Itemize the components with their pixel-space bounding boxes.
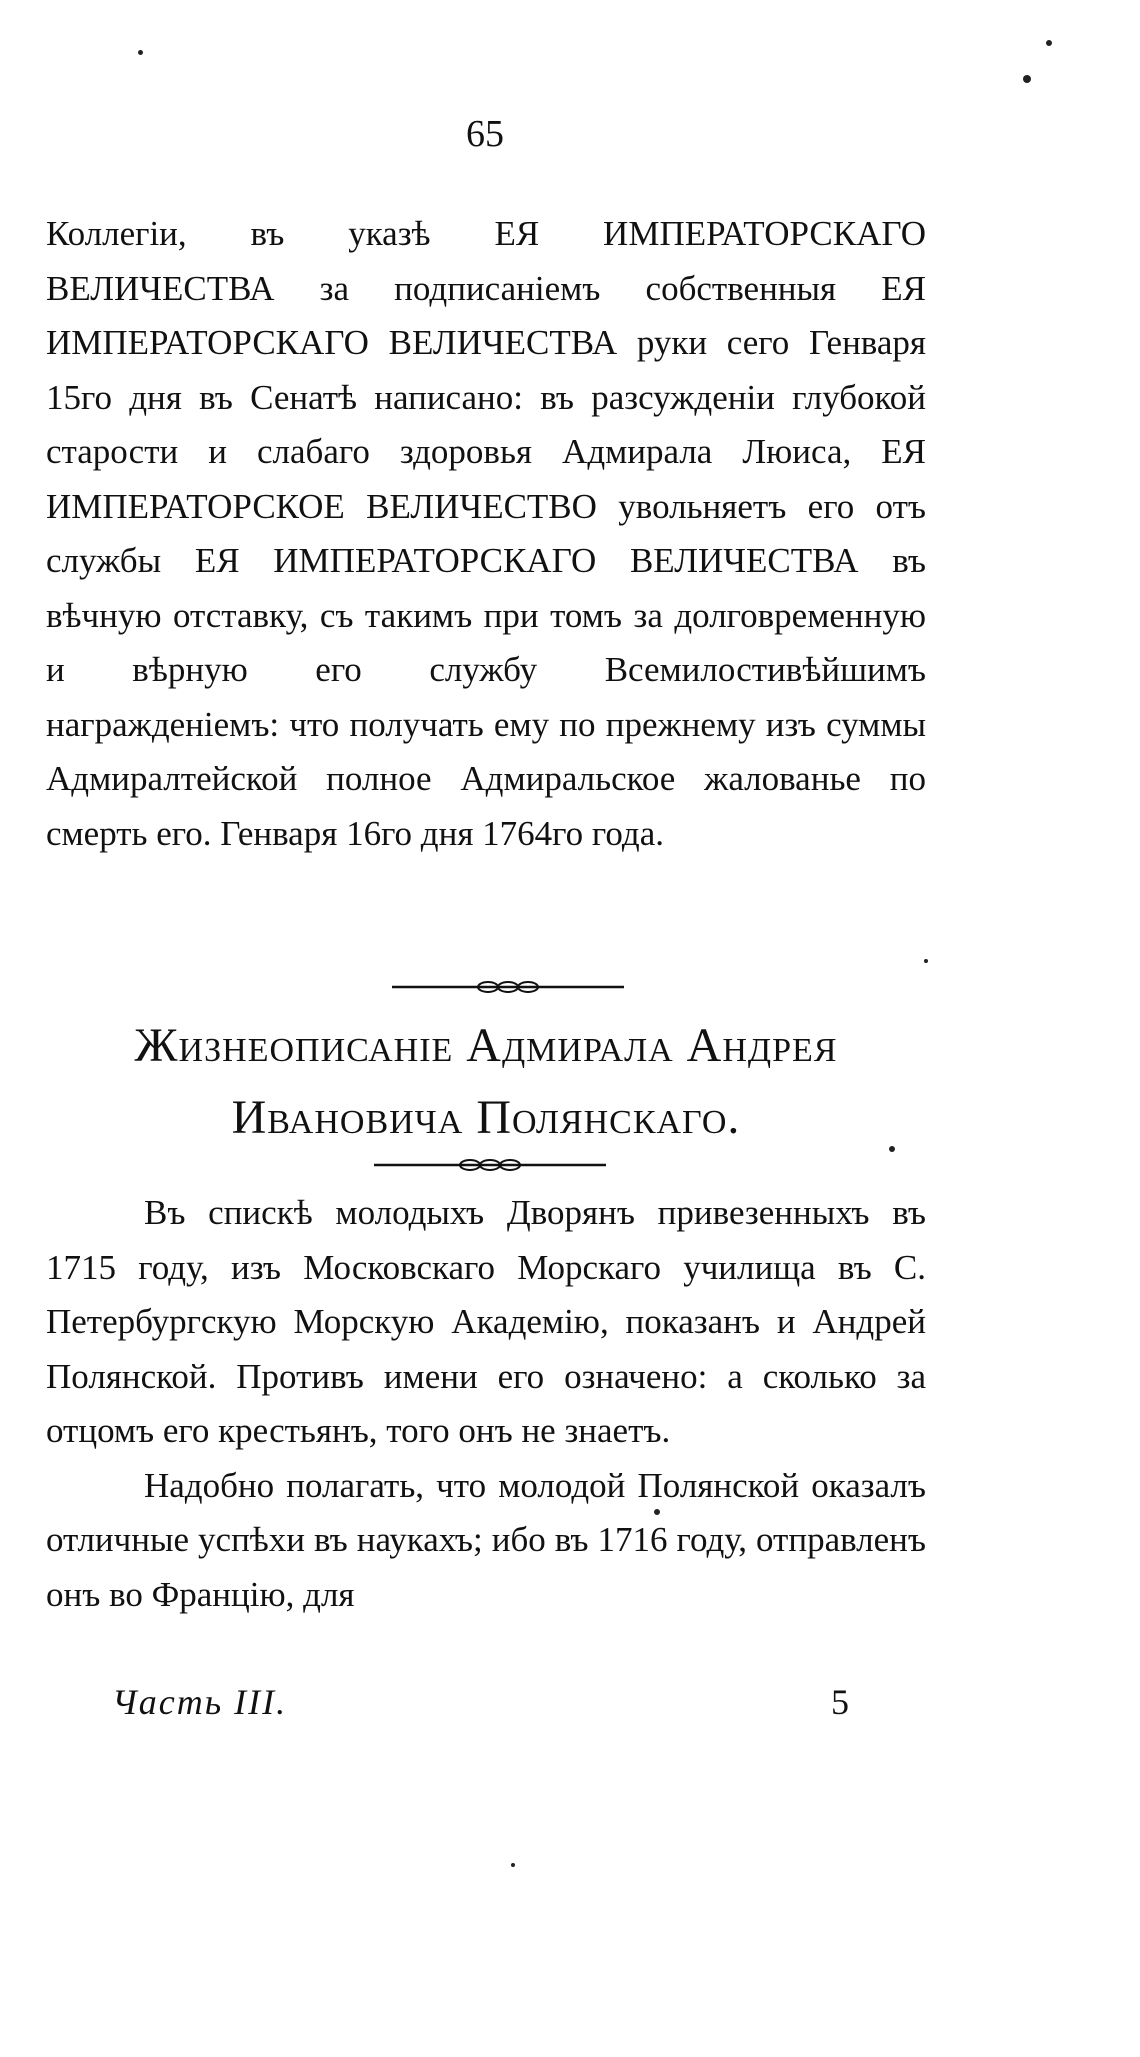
sheet-number: 5 <box>831 1682 849 1722</box>
scan-speck <box>138 50 143 55</box>
page-number: 65 <box>466 113 504 155</box>
ornament-divider-top <box>392 980 624 994</box>
scan-speck <box>1023 75 1031 83</box>
scan-speck <box>1046 40 1052 46</box>
body-text-top <box>46 207 926 861</box>
scan-speck <box>889 1146 895 1152</box>
page-footer <box>0 1681 1140 1731</box>
body-text-bottom <box>46 1186 926 1622</box>
ornament-divider-bottom <box>374 1158 606 1172</box>
scan-speck <box>511 1863 515 1867</box>
paragraph-2: Надобно полагать, что молодой Полянской оказалъ отличные успѣхи въ наукахъ; ибо въ 1716 году, отправленъ онъ во Францію, для <box>46 1465 926 1614</box>
paragraph: Коллегіи, въ указѣ ЕЯ ИМПЕРАТОРСКАГО ВЕЛИЧЕСТВА за подписаніемъ собственныя ЕЯ ИМПЕРАТОРСКАГО ВЕЛИЧЕСТВА руки сего Генваря 15го дня въ Сенатѣ написано: въ разсужденіи глубокой старости и слабаго здоровья Адмирала Люиса, ЕЯ ИМПЕРАТОРСКОЕ ВЕЛИЧЕСТВО увольняетъ его отъ службы ЕЯ ИМПЕРАТОРСКАГО ВЕЛИЧЕСТВА въ вѣчную отставку, съ такимъ при томъ за долговременную и вѣрную его службу Всемилостивѣйшимъ награжденіемъ: что получать ему по прежнему изъ суммы Адмиралтейской полное Адмиральское жалованье по смерть его. Генваря 16го дня 1764го года. <box>46 214 926 853</box>
signature-mark: Часть III. <box>112 1682 288 1722</box>
scan-speck <box>924 959 928 963</box>
scan-speck <box>654 1509 660 1515</box>
paragraph-1: Въ спискѣ молодыхъ Дворянъ привезенныхъ въ 1715 году, изъ Московскаго Морскаго училища въ С. Петербургскую Морскую Академію, показанъ и Андрей Полянской. Противъ имени его означено: а сколько за отцомъ его крестьянъ, того онъ не знаетъ. <box>46 1193 926 1450</box>
section-heading: Жизнеописаніе Адмирала Андрея Ивановича Полянскаго. <box>134 1019 838 1144</box>
